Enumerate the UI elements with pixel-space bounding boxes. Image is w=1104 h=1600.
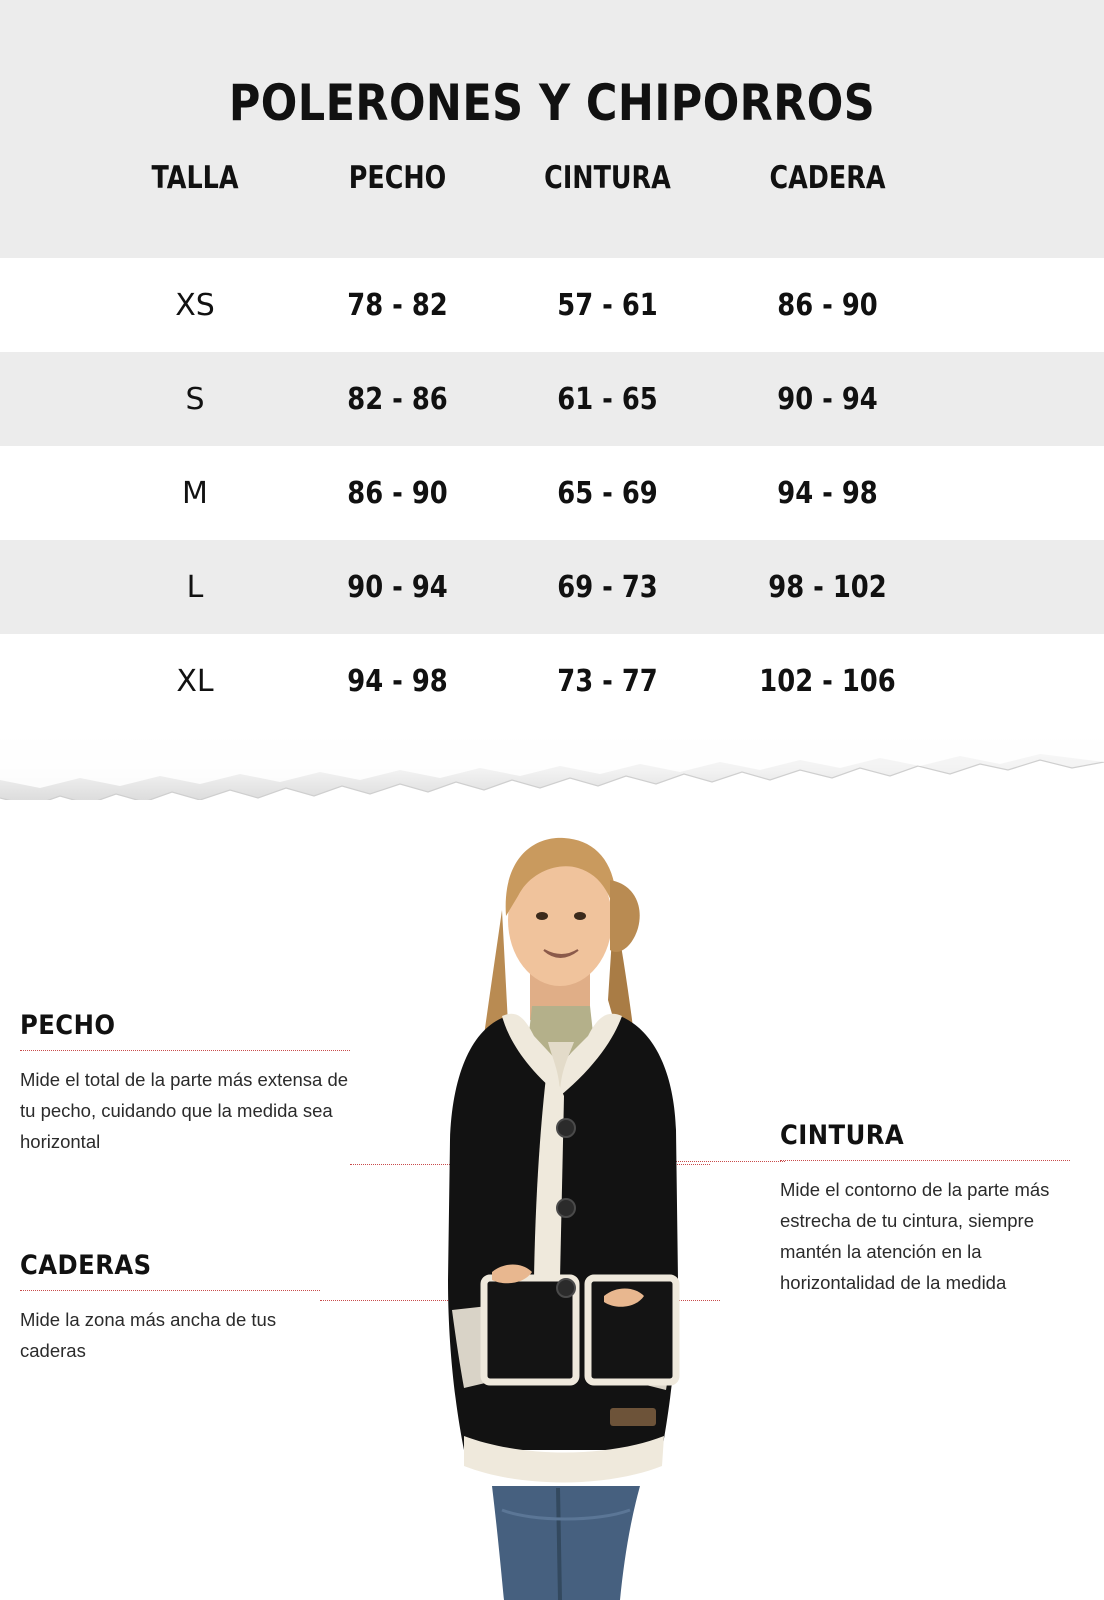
table-row (0, 540, 1104, 634)
cell-pecho: 82 - 86 (347, 381, 448, 417)
cell-cintura: 57 - 61 (557, 287, 658, 323)
cell-cintura: 61 - 65 (557, 381, 658, 417)
cell-talla: S (185, 381, 205, 417)
cell-pecho: 90 - 94 (347, 569, 448, 605)
annotation-caderas-text: Mide la zona más ancha de tus caderas (20, 1309, 277, 1361)
cell-talla: L (186, 569, 204, 605)
annotation-pecho-heading: PECHO (20, 1010, 116, 1041)
torn-paper-divider (0, 718, 1104, 813)
annotation-caderas (20, 1250, 320, 1366)
cell-cadera: 98 - 102 (768, 569, 887, 605)
cell-talla: XL (176, 663, 214, 699)
annotation-cintura-text: Mide el contorno de la parte más estrecha de tu cintura, siempre mantén la atención en la horizontalidad de la medida (780, 1179, 1050, 1293)
column-header-cintura: CINTURA (544, 160, 671, 196)
cell-cintura: 65 - 69 (557, 475, 658, 511)
cell-talla: XS (175, 287, 215, 323)
annotation-pecho (20, 1010, 350, 1157)
measurement-guide-section (0, 800, 1104, 1600)
model-illustration-icon (352, 810, 772, 1600)
annotation-cintura (780, 1120, 1070, 1298)
torn-edge-icon (0, 718, 1104, 813)
annotation-caderas-heading: CADERAS (20, 1250, 152, 1281)
table-row (0, 352, 1104, 446)
column-header-pecho: PECHO (348, 160, 447, 196)
cell-cadera: 94 - 98 (777, 475, 878, 511)
annotation-pecho-rule (20, 1050, 350, 1051)
cell-talla: M (182, 475, 208, 511)
cell-cadera: 86 - 90 (777, 287, 878, 323)
annotation-caderas-rule (20, 1290, 320, 1291)
table-header-row (0, 160, 1104, 196)
cell-cadera: 102 - 106 (759, 663, 896, 699)
cell-cadera: 90 - 94 (777, 381, 878, 417)
cell-cintura: 69 - 73 (557, 569, 658, 605)
table-row (0, 634, 1104, 728)
column-header-cadera: CADERA (769, 160, 886, 196)
table-row (0, 446, 1104, 540)
size-table-block (0, 0, 1104, 730)
page-title: POLERONES Y CHIPORROS (228, 74, 876, 132)
annotation-pecho-text: Mide el total de la parte más extensa de tu pecho, cuidando que la medida sea horizontal (20, 1069, 349, 1152)
title-band (0, 0, 1104, 258)
model-photo (352, 810, 772, 1600)
cell-pecho: 86 - 90 (347, 475, 448, 511)
table-row (0, 258, 1104, 352)
cell-pecho: 94 - 98 (347, 663, 448, 699)
annotation-cintura-heading: CINTURA (780, 1120, 905, 1151)
column-header-talla: TALLA (151, 160, 239, 196)
cell-cintura: 73 - 77 (557, 663, 658, 699)
annotation-cintura-rule (780, 1160, 1070, 1161)
cell-pecho: 78 - 82 (347, 287, 448, 323)
